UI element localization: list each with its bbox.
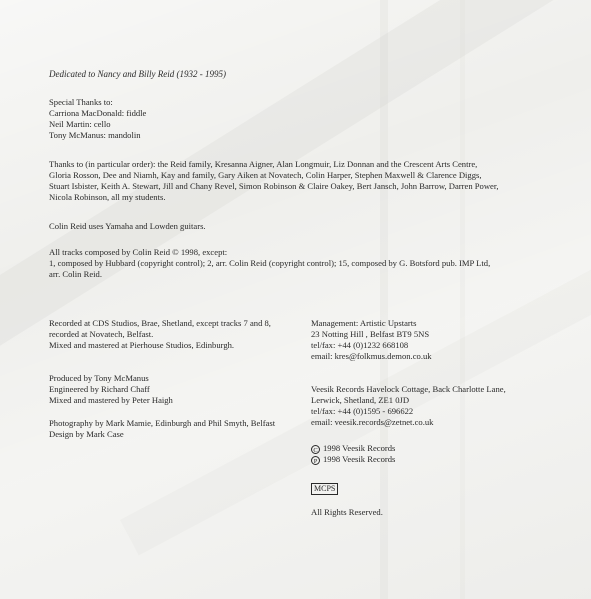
- recording-info: [49, 318, 271, 351]
- label-line: Veesik Records Havelock Cottage, Back Charlotte Lane,: [311, 384, 506, 394]
- thanks-line: Thanks to (in particular order): the Reid family, Kresanna Aigner, Alan Longmuir, Liz Donnan and the Crescent Arts Centre,: [49, 159, 478, 169]
- recording-line: recorded at Novatech, Belfast.: [49, 329, 154, 340]
- special-thanks-line: Special Thanks to:: [49, 97, 113, 107]
- photo-line: Photography by Mark Mamie, Edinburgh and Phil Smyth, Belfast: [49, 418, 276, 428]
- recording-line: Recorded at CDS Studios, Brae, Shetland, except tracks 7 and 8,: [49, 318, 271, 328]
- thanks-list: [49, 159, 499, 203]
- mcps-logo: MCPS: [311, 483, 338, 495]
- dedication: Dedicated to Nancy and Billy Reid (1932 - 1995): [49, 69, 226, 79]
- phonogram-circle-icon: P: [311, 456, 320, 465]
- copyright-notices: [311, 443, 395, 465]
- thanks-line: Stuart Isbister, Keith A. Stewart, Jill and Chany Revel, Simon Robinson & Claire Oakey, Bert Jansch, John Barrow, Darren Power,: [49, 181, 499, 192]
- track-credit-line: 1, composed by Hubbard (copyright control); 2, arr. Colin Reid (copyright control); 15, composed by G. Botsford pub. IMP Ltd,: [49, 258, 491, 269]
- label-line: tel/fax: +44 (0)1595 - 696622: [311, 406, 414, 417]
- thanks-line: Gloria Rosson, Dee and Niamh, Kay and family, Gary Aiken at Novatech, Colin Harper, Stephen Maxwell & Clarence Diggs,: [49, 170, 482, 181]
- glare-streak: [460, 0, 465, 599]
- management-line: 23 Notting Hill , Belfast BT9 5NS: [311, 329, 430, 340]
- rights-reserved: All Rights Reserved.: [311, 507, 383, 517]
- special-thanks-line: Tony McManus: mandolin: [49, 130, 141, 141]
- track-credit-line: All tracks composed by Colin Reid © 1998, except:: [49, 247, 228, 257]
- production-credits: [49, 373, 173, 406]
- phonogram-text: 1998 Veesik Records: [323, 454, 396, 465]
- management-line: tel/fax: +44 (0)1232 668108: [311, 340, 409, 351]
- special-thanks-line: Carriona MacDonald: fiddle: [49, 108, 147, 119]
- label-line: Lerwick, Shetland, ZE1 0JD: [311, 395, 410, 406]
- label-contact: [311, 384, 506, 428]
- photo-design-credits: [49, 418, 275, 440]
- copyright-line: [311, 443, 395, 454]
- management-contact: [311, 318, 432, 362]
- special-thanks: [49, 97, 146, 141]
- credit-line: Engineered by Richard Chaff: [49, 384, 150, 395]
- glare-streak: [120, 191, 591, 555]
- track-credits: [49, 247, 490, 280]
- photo-line: Design by Mark Case: [49, 429, 124, 440]
- special-thanks-line: Neil Martin: cello: [49, 119, 111, 130]
- credit-line: Produced by Tony McManus: [49, 373, 149, 383]
- copyright-circle-icon: C: [311, 445, 320, 454]
- phonogram-line: [311, 454, 395, 465]
- credit-line: Mixed and mastered by Peter Haigh: [49, 395, 173, 406]
- thanks-line: Nicola Robinson, all my students.: [49, 192, 166, 203]
- copyright-text: 1998 Veesik Records: [323, 443, 396, 453]
- recording-line: Mixed and mastered at Pierhouse Studios, Edinburgh.: [49, 340, 235, 351]
- label-email: email: veesik.records@zetnet.co.uk: [311, 417, 434, 428]
- management-line: Management: Artistic Upstarts: [311, 318, 417, 328]
- track-credit-line: arr. Colin Reid.: [49, 269, 102, 280]
- guitars-note: Colin Reid uses Yamaha and Lowden guitars.: [49, 221, 206, 231]
- management-email: email: kres@folkmus.demon.co.uk: [311, 351, 432, 362]
